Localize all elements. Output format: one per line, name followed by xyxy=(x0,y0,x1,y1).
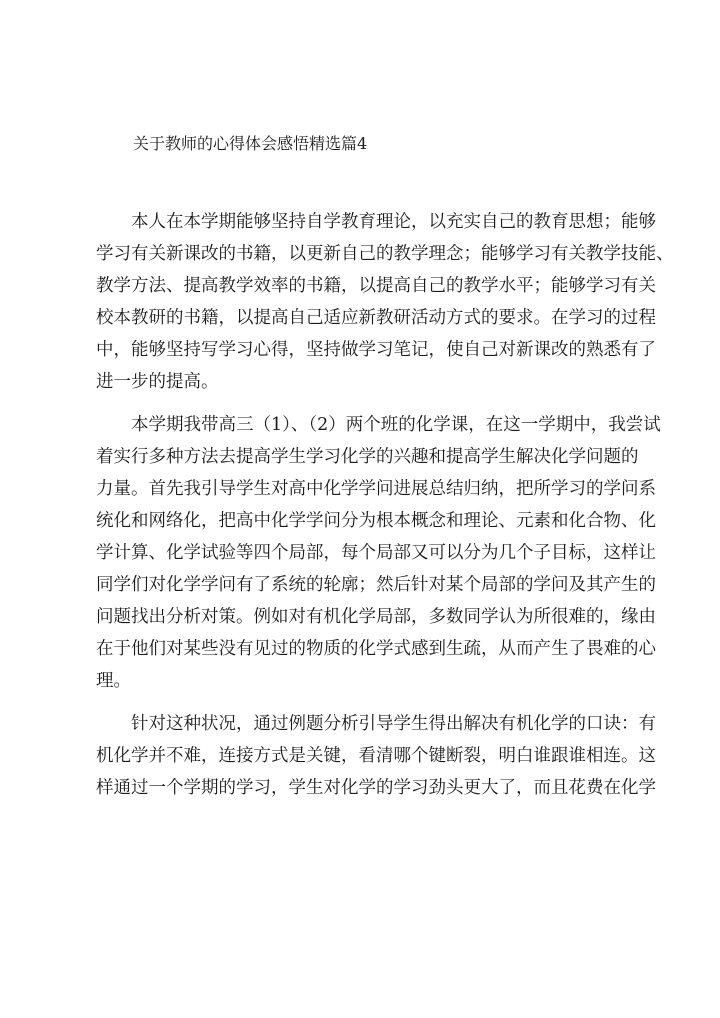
text-line: 校本教研的书籍，以提高自己适应新教研活动方式的要求。在学习的过程 xyxy=(96,308,656,328)
text-line: 中，能够坚持写学习心得，坚持做学习笔记，使自己对新课改的熟悉有了 xyxy=(96,340,656,360)
text-line: 学计算、化学试验等四个局部，每个局部又可以分为几个子目标，这样让 xyxy=(96,543,656,563)
text-line: 理。 xyxy=(96,671,131,691)
text-line: 问题找出分析对策。例如对有机化学局部，多数同学认为所很难的，缘由 xyxy=(96,607,656,627)
text-line: 教学方法、提高教学效率的书籍，以提高自己的教学水平；能够学习有关 xyxy=(96,276,656,296)
document-body xyxy=(96,206,674,815)
document-title: 关于教师的心得体会感悟精选篇4 xyxy=(133,134,368,153)
text-line: 本人在本学期能够坚持自学教育理论，以充实自己的教育思想；能够 xyxy=(131,212,656,232)
text-line: 进一步的提高。 xyxy=(96,372,219,392)
text-line: 在于他们对某些没有见过的物质的化学式感到生疏，从而产生了畏难的心 xyxy=(96,639,656,659)
text-line: 针对这种状况，通过例题分析引导学生得出解决有机化学的口诀：有 xyxy=(131,714,656,734)
paragraph-2 xyxy=(96,409,661,697)
paragraph-3 xyxy=(96,708,656,804)
text-line: 样通过一个学期的学习，学生对化学的学习劲头更大了，而且花费在化学 xyxy=(96,778,656,798)
text-line: 力量。首先我引导学生对高中化学学问进展总结归纳，把所学习的学问系 xyxy=(96,479,656,499)
text-line: 统化和网络化，把高中化学学问分为根本概念和理论、元素和化合物、化 xyxy=(96,511,656,531)
text-line: 同学们对化学学问有了系统的轮廓；然后针对某个局部的学问及其产生的 xyxy=(96,575,656,595)
text-line: 着实行多种方法去提高学生学习化学的兴趣和提高学生解决化学问题的 xyxy=(96,447,639,467)
text-line: 本学期我带高三（1）、（2）两个班的化学课，在这一学期中，我尝试 xyxy=(131,415,661,435)
text-line: 学习有关新课改的书籍，以更新自己的教学理念；能够学习有关教学技能、 xyxy=(96,244,674,264)
paragraph-1 xyxy=(96,206,674,398)
text-line: 机化学并不难，连接方式是关键，看清哪个键断裂，明白谁跟谁相连。这 xyxy=(96,746,656,766)
